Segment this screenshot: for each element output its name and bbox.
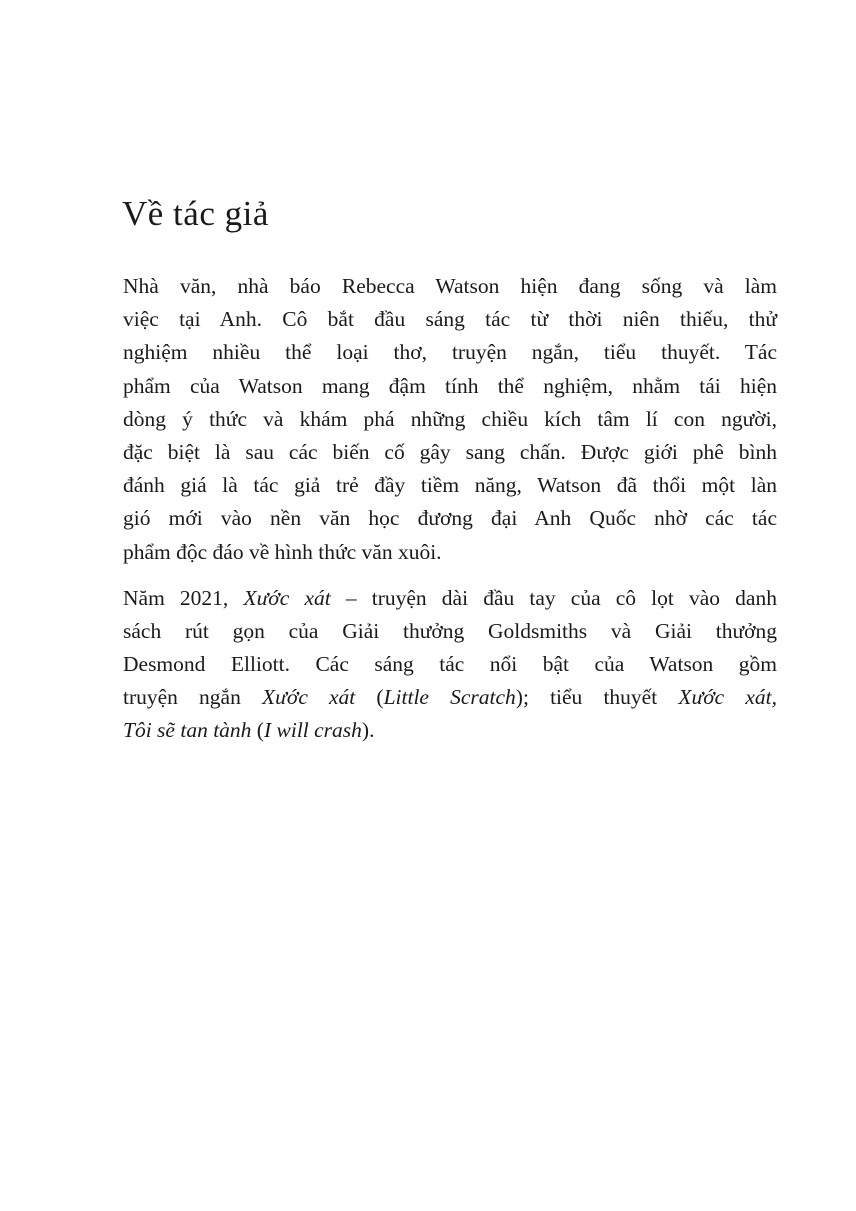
author-bio [123,270,777,761]
text-line [123,469,777,502]
paragraph [123,582,777,748]
text-line [123,403,777,436]
text-line [123,681,777,714]
text-segment: việc tại Anh. Cô bắt đầu sáng tác từ thời niên thiếu, thử [123,307,777,332]
text-segment: sách rút gọn của Giải thưởng Goldsmiths và Giải thưởng [123,618,777,643]
text-segment: Năm 2021, [123,585,244,610]
text-segment: – truyện dài đầu tay của cô lọt vào danh [330,585,777,610]
text-line [123,336,777,369]
text-segment: ( [355,685,384,710]
text-segment: dòng ý thức và khám phá những chiều kích tâm lí con người, [123,406,777,431]
text-line [123,270,777,303]
text-segment: đánh giá là tác giả trẻ đầy tiềm năng, Watson đã thổi một làn [123,473,777,498]
page-title: Về tác giả [122,194,269,233]
text-line [123,502,777,535]
text-line [123,536,777,569]
text-segment: truyện ngắn [123,685,262,710]
italic-title: Tôi sẽ tan tành [123,718,252,743]
text-line [123,714,777,747]
italic-title: Xước xát, [678,685,777,710]
text-segment: Desmond Elliott. Các sáng tác nổi bật của Watson gồm [123,652,777,677]
text-segment: phẩm của Watson mang đậm tính thể nghiệm, nhằm tái hiện [123,373,777,398]
text-segment: Nhà văn, nhà báo Rebecca Watson hiện đang sống và làm [123,274,777,298]
text-segment: phẩm độc đáo về hình thức văn xuôi. [123,539,442,564]
italic-title: I will crash [263,718,362,743]
text-segment: ). [361,718,375,743]
text-line [123,615,777,648]
text-segment: ); tiểu thuyết [515,685,679,710]
italic-title: Little Scratch [383,685,516,710]
text-line [123,303,777,336]
text-segment: gió mới vào nền văn học đương đại Anh Quốc nhờ các tác [123,506,777,531]
text-line [123,436,777,469]
text-segment: đặc biệt là sau các biến cố gây sang chấn. Được giới phê bình [123,439,777,464]
text-line [123,370,777,403]
paragraph [123,270,777,569]
italic-title: Xước xát [243,585,331,610]
text-segment: ( [251,718,264,743]
italic-title: Xước xát [262,685,356,710]
text-line [123,582,777,615]
text-segment: nghiệm nhiều thể loại thơ, truyện ngắn, tiểu thuyết. Tác [123,340,777,365]
text-line [123,648,777,681]
